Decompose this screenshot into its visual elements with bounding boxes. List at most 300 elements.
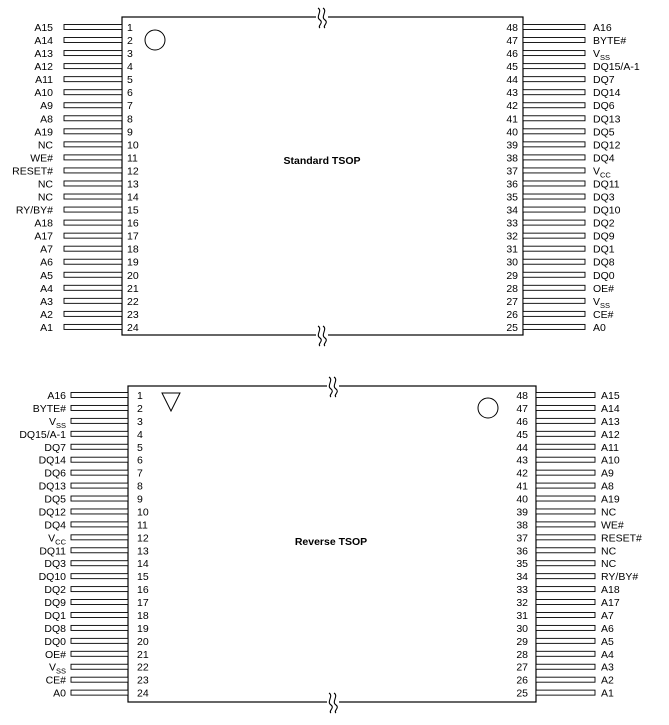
pin-number: 37 [506, 165, 518, 178]
pin-lead [71, 612, 128, 617]
pin-number: 37 [516, 532, 528, 545]
pin-label-text: A18 [34, 217, 53, 230]
pin-lead [64, 272, 122, 277]
pin-label [593, 126, 615, 138]
pin-number: 6 [127, 87, 133, 100]
pin-number: 11 [127, 152, 138, 165]
pin-number: 26 [516, 674, 528, 687]
pin-lead [71, 600, 128, 605]
pin-lead [71, 457, 128, 462]
pin-lead [523, 207, 585, 212]
pin-label [601, 571, 638, 583]
pin-label [593, 257, 615, 269]
pin-number: 38 [506, 152, 518, 165]
pin-label [49, 416, 66, 430]
pin-lead [536, 612, 595, 617]
break-gap [327, 700, 339, 704]
pin-number: 6 [137, 454, 143, 467]
pin-label-text: A8 [40, 113, 53, 126]
pin-number: 34 [506, 204, 518, 217]
pin-lead [71, 483, 128, 488]
pin-label-text: V [593, 48, 601, 61]
pin-number: 29 [516, 635, 528, 648]
pin-lead [71, 574, 128, 579]
pin-label-text: DQ8 [593, 256, 615, 269]
pin-label-text: A1 [601, 687, 614, 700]
pin-label-text: A1 [40, 321, 53, 334]
pin-number: 20 [137, 635, 149, 648]
pin-lead [523, 38, 585, 43]
pin-lead [64, 38, 122, 43]
pin-label-text: V [48, 532, 56, 545]
pin-lead [523, 90, 585, 95]
pin-lead [536, 561, 595, 566]
pin-label-text: V [593, 165, 601, 178]
pin-lead [523, 324, 585, 329]
pin-number: 48 [506, 22, 518, 34]
pin-label [601, 532, 642, 544]
pin-number: 2 [137, 402, 143, 415]
pin-number: 13 [137, 545, 149, 558]
pin-lead [536, 418, 595, 423]
pin-label-text: A17 [34, 230, 53, 243]
pin-number: 30 [516, 622, 528, 635]
pin-number: 42 [516, 467, 528, 480]
pin-label [593, 87, 621, 99]
break-gap [327, 384, 339, 388]
pin-number: 31 [516, 609, 528, 622]
pin-lead [536, 548, 595, 553]
pin-number: 31 [506, 243, 518, 256]
pin-label-text: A13 [34, 48, 53, 61]
pin-number: 17 [137, 597, 149, 610]
pin-lead [523, 142, 585, 147]
pin-label [16, 205, 53, 217]
pin-label [593, 152, 615, 164]
pin-label-text: A6 [601, 622, 614, 635]
pin-lead [536, 651, 595, 656]
pin-label [53, 688, 66, 700]
pin-label [38, 192, 54, 204]
pin-number: 40 [516, 493, 528, 506]
pin-label-text: DQ10 [38, 571, 66, 584]
pin-label-text: DQ2 [44, 584, 66, 597]
pin-label-text: V [48, 661, 56, 674]
pin-label [44, 636, 66, 648]
pin-label-text: A6 [40, 256, 53, 269]
pin-lead [536, 535, 595, 540]
pin-number: 41 [506, 113, 518, 126]
pin-label [601, 649, 614, 661]
pin-lead [71, 625, 128, 630]
pin-lead [71, 496, 128, 501]
pin-number: 44 [516, 441, 528, 454]
pin-label [601, 390, 620, 402]
pin-number: 47 [506, 35, 518, 48]
pin-number: 5 [127, 74, 133, 87]
pin-label-text: RY/BY# [15, 204, 53, 217]
pin-label [593, 218, 615, 230]
pin-number: 8 [137, 480, 143, 493]
pin-label [601, 610, 614, 622]
pin-label-text: A2 [601, 674, 614, 687]
pin-number: 21 [127, 282, 139, 295]
pin-label-text: A4 [40, 282, 53, 295]
pin-lead [64, 168, 122, 173]
pin-label [40, 309, 53, 321]
pin-label [34, 35, 53, 47]
pin-lead [523, 168, 585, 173]
pin-label [601, 675, 614, 687]
pin-label-text: DQ14 [593, 87, 621, 100]
pin-label-text: A2 [40, 308, 53, 321]
pin-label-text: DQ13 [38, 480, 66, 493]
pin-lead [64, 298, 122, 303]
pin-lead [536, 496, 595, 501]
pin-label [601, 455, 620, 467]
pin-lead [71, 431, 128, 436]
pin-label [34, 61, 53, 73]
orientation-circle-icon [145, 30, 165, 50]
pin-label-text: DQ7 [44, 441, 66, 454]
pin-label [46, 675, 67, 687]
pin-number: 30 [506, 256, 518, 269]
pin-label-text: OE# [44, 648, 66, 661]
pin-label-text: DQ14 [38, 454, 66, 467]
pin-label-text: DQ11 [593, 178, 620, 191]
pin-number: 7 [137, 467, 143, 480]
pin-lead [523, 220, 585, 225]
pin-label [49, 662, 66, 676]
pin-lead [536, 470, 595, 475]
pin-label-text: DQ12 [38, 506, 66, 519]
pin-label [40, 257, 53, 269]
pin-lead [523, 51, 585, 56]
pin-label [45, 649, 66, 661]
pin-number: 21 [137, 648, 149, 661]
pin-label-text: DQ3 [44, 558, 66, 571]
pin-label-text: DQ3 [593, 191, 615, 204]
pin-number: 43 [516, 454, 528, 467]
pin-label [35, 74, 53, 86]
pin-number: 12 [127, 165, 139, 178]
pin-number: 23 [127, 308, 139, 321]
pin-lead [64, 116, 122, 121]
pin-label [593, 192, 615, 204]
pin-lead [523, 246, 585, 251]
pin-lead [536, 625, 595, 630]
pin-label [593, 48, 610, 62]
pin-label-text: DQ10 [593, 204, 621, 217]
pin-label-text: NC [37, 178, 53, 191]
pin-label [593, 231, 615, 243]
pin-lead [64, 155, 122, 160]
pin-lead [64, 129, 122, 134]
pin-lead [536, 664, 595, 669]
pin-number: 11 [137, 519, 148, 532]
pin-label [34, 231, 53, 243]
pin-label-text: RY/BY# [601, 571, 639, 584]
pin-label [44, 468, 66, 480]
pin-lead [64, 25, 122, 30]
pin-label [44, 623, 66, 635]
pin-lead [71, 664, 128, 669]
pin-label-text: NC [37, 139, 53, 152]
pin-label [39, 545, 66, 557]
pin-label [593, 113, 621, 125]
pin-label [593, 100, 615, 112]
pin-label-text: A7 [40, 243, 53, 256]
pin-label-text: DQ1 [44, 609, 66, 622]
pin-label-text: A3 [40, 295, 53, 308]
pin-number: 9 [137, 493, 143, 506]
pin-label [593, 61, 640, 73]
package-body [122, 17, 523, 335]
pin-number: 48 [516, 390, 528, 402]
pin-label-text: WE# [30, 152, 53, 165]
pin-lead [71, 535, 128, 540]
pin-lead [71, 690, 128, 695]
pin-number: 28 [516, 648, 528, 661]
pin-label-text: A9 [40, 100, 53, 113]
pin-lead [64, 324, 122, 329]
pin-label-text: DQ8 [44, 622, 66, 635]
pin-number: 16 [137, 584, 149, 597]
pin-number: 46 [506, 48, 518, 61]
pin-lead [536, 444, 595, 449]
pin-label-text: A10 [601, 454, 620, 467]
pin-lead [64, 103, 122, 108]
pin-number: 14 [137, 558, 149, 571]
pin-label [34, 22, 53, 34]
pin-number: 19 [137, 622, 149, 635]
pin-lead [536, 587, 595, 592]
pin-lead [536, 522, 595, 527]
pin-lead [523, 116, 585, 121]
pin-number: 24 [137, 687, 149, 700]
pin-number: 25 [506, 321, 518, 334]
pin-label [40, 283, 53, 295]
pin-number: 17 [127, 230, 139, 243]
pin-label [40, 322, 53, 334]
pin-label-subscript: CC [55, 537, 66, 547]
pin-lead [71, 444, 128, 449]
pin-number: 13 [127, 178, 139, 191]
pin-label-text: A7 [601, 609, 614, 622]
pin-label-text: DQ6 [44, 467, 66, 480]
pin-label-text: NC [601, 506, 617, 519]
pin-label-text: A17 [601, 597, 620, 610]
pin-lead [64, 259, 122, 264]
pin-number: 46 [516, 415, 528, 428]
pin-label [601, 468, 614, 480]
pin-label [593, 165, 611, 179]
pin-label [38, 178, 54, 190]
orientation-triangle-icon [162, 393, 180, 411]
pin-label-text: DQ12 [593, 139, 621, 152]
diagram-title: Reverse TSOP [294, 536, 368, 548]
pin-label [47, 390, 66, 402]
pin-number: 22 [127, 295, 139, 308]
pin-lead [64, 181, 122, 186]
pin-label [39, 506, 67, 518]
pin-lead [71, 509, 128, 514]
pin-number: 39 [516, 506, 528, 519]
pin-lead [64, 142, 122, 147]
pin-label [593, 283, 614, 295]
pin-number: 20 [127, 269, 139, 282]
pin-number: 2 [127, 35, 133, 48]
pin-lead [71, 470, 128, 475]
pin-label-text: DQ0 [44, 635, 66, 648]
pin-label [40, 270, 53, 282]
pin-lead [536, 483, 595, 488]
pin-label-text: A9 [601, 467, 614, 480]
pin-label-text: DQ13 [593, 113, 621, 126]
pin-lead [523, 233, 585, 238]
pin-label-text: DQ2 [593, 217, 615, 230]
pin-label-text: A12 [601, 428, 620, 441]
pin-label [30, 152, 53, 164]
pin-number: 3 [137, 415, 143, 428]
pin-lead [523, 285, 585, 290]
pin-label-text: A5 [40, 269, 53, 282]
pin-label [34, 48, 53, 60]
pin-lead [523, 181, 585, 186]
pin-label-text: A14 [601, 402, 620, 415]
pin-lead [536, 509, 595, 514]
break-gap [316, 15, 328, 19]
orientation-circle-icon [478, 398, 498, 418]
pin-label-text: DQ5 [593, 126, 615, 139]
pin-lead [64, 90, 122, 95]
pin-label [44, 519, 66, 531]
pin-lead [71, 393, 128, 398]
pin-label-text: A12 [34, 61, 53, 74]
pin-label [593, 139, 621, 151]
pin-number: 39 [506, 139, 518, 152]
pin-number: 43 [506, 87, 518, 100]
pin-label-text: DQ1 [593, 243, 615, 256]
pin-number: 23 [137, 674, 149, 687]
pin-lead [523, 298, 585, 303]
pin-label-text: DQ15/A-1 [593, 61, 640, 74]
pin-lead [523, 272, 585, 277]
pin-label [601, 545, 617, 557]
pin-label [40, 296, 53, 308]
pin-label [593, 322, 606, 334]
pin-number: 1 [127, 22, 133, 34]
pin-label [40, 244, 53, 256]
pin-label-text: A3 [601, 661, 614, 674]
pin-number: 40 [506, 126, 518, 139]
pin-number: 14 [127, 191, 139, 204]
pin-label-text: A0 [53, 687, 66, 700]
pin-number: 45 [516, 428, 528, 441]
pin-label-text: DQ9 [593, 230, 615, 243]
pin-label-text: NC [601, 545, 617, 558]
pin-lead [71, 677, 128, 682]
pin-number: 42 [506, 100, 518, 113]
pin-label [44, 584, 66, 596]
pin-number: 33 [516, 584, 528, 597]
pin-label [601, 481, 614, 493]
pin-label [39, 481, 67, 493]
pin-lead [64, 51, 122, 56]
pin-label-text: DQ0 [593, 269, 615, 282]
pin-label-text: RESET# [601, 532, 642, 545]
pin-lead [64, 246, 122, 251]
pin-label-text: CE# [45, 674, 66, 687]
pin-label-text: BYTE# [593, 35, 627, 48]
pin-lead [523, 155, 585, 160]
pin-lead [71, 522, 128, 527]
pin-label-text: DQ4 [44, 519, 66, 532]
pin-label [601, 597, 620, 609]
pin-label [12, 165, 53, 177]
pin-number: 22 [137, 661, 149, 674]
pin-number: 35 [506, 191, 518, 204]
pin-label-text: DQ7 [593, 74, 615, 87]
pin-label [33, 403, 66, 415]
pin-label-text: RESET# [12, 165, 53, 178]
pin-number: 32 [506, 230, 518, 243]
pin-number: 9 [127, 126, 133, 139]
pin-label-text: A13 [601, 415, 620, 428]
pin-number: 36 [506, 178, 518, 191]
pin-number: 34 [516, 571, 528, 584]
pin-lead [71, 548, 128, 553]
pin-number: 27 [516, 661, 528, 674]
pin-label [34, 126, 53, 138]
pin-label-text: V [593, 295, 601, 308]
pin-lead [536, 690, 595, 695]
pin-number: 27 [506, 295, 518, 308]
pin-label-text: A18 [601, 584, 620, 597]
pin-number: 4 [127, 61, 133, 74]
pin-lead [64, 233, 122, 238]
pin-number: 41 [516, 480, 528, 493]
pin-label-text: A11 [601, 441, 619, 454]
pin-lead [71, 638, 128, 643]
pin-label [19, 429, 66, 441]
pin-label-text: A16 [47, 390, 66, 402]
pin-number: 12 [137, 532, 149, 545]
pin-label [593, 244, 615, 256]
pin-label-text: A19 [34, 126, 53, 139]
pin-label-text: A16 [593, 22, 612, 34]
pin-label [40, 100, 53, 112]
pin-label-text: DQ15/A-1 [19, 428, 66, 441]
pin-label [593, 74, 615, 86]
pin-label-text: A0 [593, 321, 606, 334]
pin-number: 7 [127, 100, 133, 113]
pin-number: 29 [506, 269, 518, 282]
pin-label-text: DQ11 [39, 545, 66, 558]
pin-lead [64, 207, 122, 212]
pin-label-text: BYTE# [32, 402, 66, 415]
pin-label [38, 139, 54, 151]
pin-number: 38 [516, 519, 528, 532]
pin-label-text: DQ6 [593, 100, 615, 113]
pin-number: 3 [127, 48, 133, 61]
pin-label [601, 416, 620, 428]
pin-number: 44 [506, 74, 518, 87]
pin-label [593, 309, 614, 321]
pin-number: 36 [516, 545, 528, 558]
pin-label-text: DQ9 [44, 597, 66, 610]
pin-number: 18 [127, 243, 139, 256]
